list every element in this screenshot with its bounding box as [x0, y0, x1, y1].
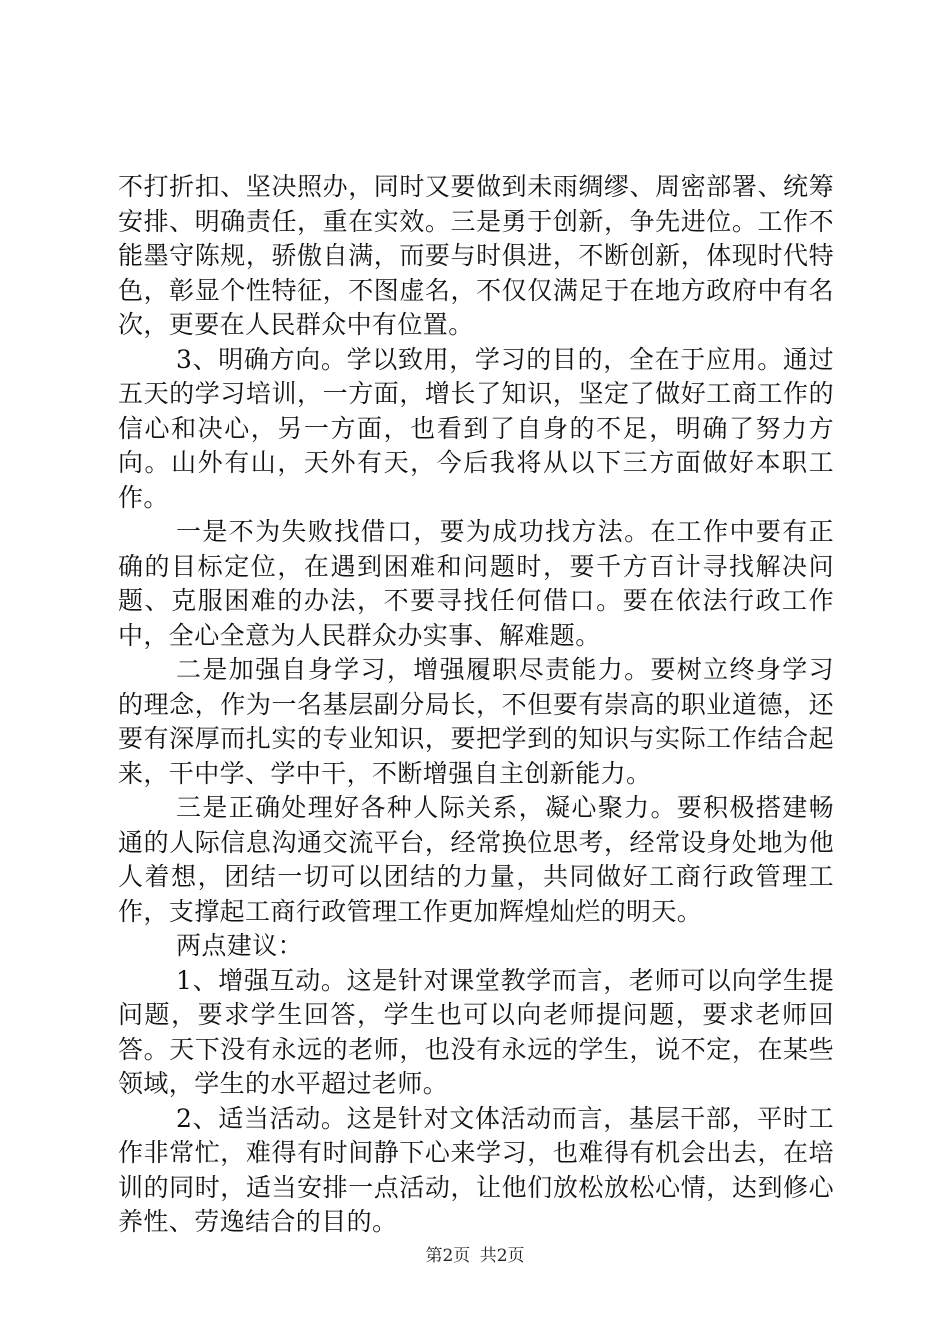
- paragraph-5: 三是正确处理好各种人际关系，凝心聚力。要积极搭建畅通的人际信息沟通交流平台，经常换位思考，经常设身处地为他人着想，团结一切可以团结的力量，共同做好工商行政管理工作，支撑起工商行政管理工作更加辉煌灿烂的明天。: [118, 793, 834, 926]
- page-total: 共2页: [479, 1246, 525, 1266]
- page-number: 第2页: [425, 1246, 471, 1266]
- paragraph-8: 2、适当活动。这是针对文体活动而言，基层干部，平时工作非常忙，难得有时间静下心来学习，也难得有机会出去，在培训的同时，适当安排一点活动，让他们放松放松心情，达到修心养性、劳逸结合的目的。: [118, 1103, 834, 1236]
- paragraph-3: 一是不为失败找借口，要为成功找方法。在工作中要有正确的目标定位，在遇到困难和问题时，要千方百计寻找解决问题、克服困难的办法，不要寻找任何借口。要在依法行政工作中，全心全意为人民群众办实事、解难题。: [118, 517, 834, 650]
- paragraph-7: 1、增强互动。这是针对课堂教学而言，老师可以向学生提问题，要求学生回答，学生也可以向老师提问题，要求老师回答。天下没有永远的老师，也没有永远的学生，说不定，在某些领域，学生的水平超过老师。: [118, 965, 834, 1098]
- paragraph-1: 不打折扣、坚决照办，同时又要做到未雨绸缪、周密部署、统筹安排、明确责任，重在实效。三是勇于创新，争先进位。工作不能墨守陈规，骄傲自满，而要与时俱进，不断创新，体现时代特色，彰显个性特征，不图虚名，不仅仅满足于在地方政府中有名次，更要在人民群众中有位置。: [118, 172, 834, 339]
- document-body: [118, 170, 834, 1240]
- page-footer: [0, 1245, 950, 1267]
- paragraph-4: 二是加强自身学习，增强履职尽责能力。要树立终身学习的理念，作为一名基层副分局长，不但要有崇高的职业道德，还要有深厚而扎实的专业知识，要把学到的知识与实际工作结合起来，干中学、学中干，不断增强自主创新能力。: [118, 655, 834, 788]
- paragraph-6: 两点建议：: [176, 931, 304, 960]
- paragraph-2: 3、明确方向。学以致用，学习的目的，全在于应用。通过五天的学习培训，一方面，增长了知识，坚定了做好工商工作的信心和决心，另一方面，也看到了自身的不足，明确了努力方向。山外有山，天外有天，今后我将从以下三方面做好本职工作。: [118, 344, 834, 512]
